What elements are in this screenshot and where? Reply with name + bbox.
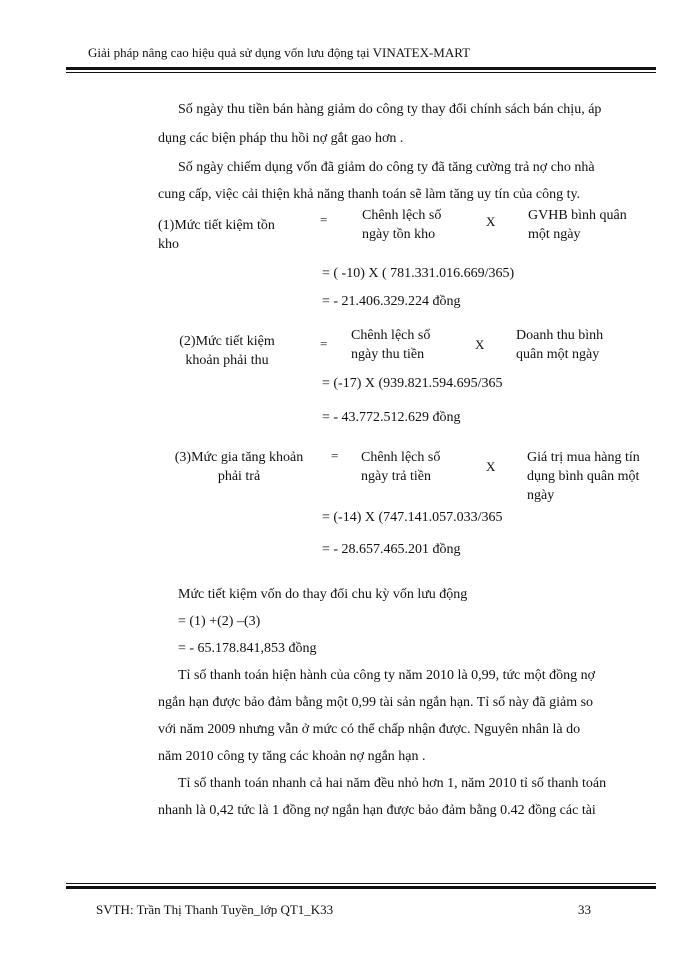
page-number: 33 <box>578 902 591 917</box>
summary-line-3: = - 65.178.841,853 đồng <box>178 641 317 656</box>
para-1-line-2: ngắn hạn được bảo đảm bằng một 0,99 tài sản ngắn hạn. Tỉ số này đã giảm so <box>158 695 594 710</box>
formula-3-result: = - 28.657.465.201 đồng <box>322 542 461 557</box>
formula-3-calc: = (-14) X (747.141.057.033/365 <box>322 510 503 525</box>
formula-2-label: (2)Mức tiết kiệm khoản phải thu <box>179 334 275 368</box>
para-1-line-1: Tỉ số thanh toán hiện hành của công ty năm 2010 là 0,99, tức một đồng nợ <box>178 668 596 683</box>
formula-1-label: (1)Mức tiết kiệm tồn kho <box>158 218 275 252</box>
footer-rule-bottom <box>66 886 656 889</box>
formula-2-result: = - 43.772.512.629 đồng <box>322 410 461 425</box>
formula-3-factor-2: Giá trị mua hàng tín dụng bình quân một ngày <box>527 450 640 503</box>
formula-1-factor-1: Chênh lệch số ngày tồn kho <box>362 208 442 242</box>
intro-line-3: Số ngày chiếm dụng vốn đã giảm do công ty đã tăng cường trả nợ cho nhà <box>178 160 595 175</box>
summary-line-2: = (1) +(2) –(3) <box>178 614 261 629</box>
footer-rule-top <box>66 883 656 884</box>
running-header: Giải pháp nâng cao hiệu quả sử dụng vốn lưu động tại VINATEX-MART <box>88 45 471 60</box>
formula-2-equals: = <box>320 336 328 351</box>
formula-3-times: X <box>486 459 496 474</box>
intro-line-4: cung cấp, việc cải thiện khả năng thanh toán sẽ làm tăng uy tín của công ty. <box>158 187 581 202</box>
para-1-line-4: năm 2010 công ty tăng các khoản nợ ngắn hạn . <box>158 749 426 764</box>
formula-2-factor-1: Chênh lệch số ngày thu tiền <box>351 328 431 362</box>
header-rule-top <box>66 67 656 70</box>
formula-3-equals: = <box>331 448 339 463</box>
formula-2-factor-2: Doanh thu bình quân một ngày <box>516 328 604 362</box>
formula-1-times: X <box>486 214 496 229</box>
header-rule-bottom <box>66 72 656 73</box>
footer-author: SVTH: Trần Thị Thanh Tuyền_lớp QT1_K33 <box>96 902 334 917</box>
intro-line-1: Số ngày thu tiền bán hàng giảm do công ty thay đổi chính sách bán chịu, áp <box>178 102 602 117</box>
formula-2-calc: = (-17) X (939.821.594.695/365 <box>322 376 503 391</box>
formula-1-calc: = ( -10) X ( 781.331.016.669/365) <box>322 266 515 281</box>
formula-1-equals: = <box>320 212 328 227</box>
formula-1-factor-2: GVHB bình quân một ngày <box>528 208 627 242</box>
formula-3-label: (3)Mức gia tăng khoản phải trả <box>174 450 304 484</box>
summary-line-1: Mức tiết kiệm vốn do thay đổi chu kỳ vốn lưu động <box>178 587 468 602</box>
formula-1-result: = - 21.406.329.224 đồng <box>322 294 461 309</box>
formula-3-factor-1: Chênh lệch số ngày trả tiền <box>361 450 441 484</box>
para-1-line-3: với năm 2009 nhưng vẫn ở mức có thể chấp nhận được. Nguyên nhân là do <box>158 722 581 737</box>
para-2-line-1: Tỉ số thanh toán nhanh cả hai năm đều nhỏ hơn 1, năm 2010 tỉ số thanh toán <box>178 776 607 791</box>
formula-2-times: X <box>475 337 485 352</box>
intro-line-2: dụng các biện pháp thu hồi nợ gắt gao hơn . <box>158 131 404 146</box>
para-2-line-2: nhanh là 0,42 tức là 1 đồng nợ ngắn hạn được bảo đảm bằng 0.42 đồng các tài <box>158 803 596 818</box>
